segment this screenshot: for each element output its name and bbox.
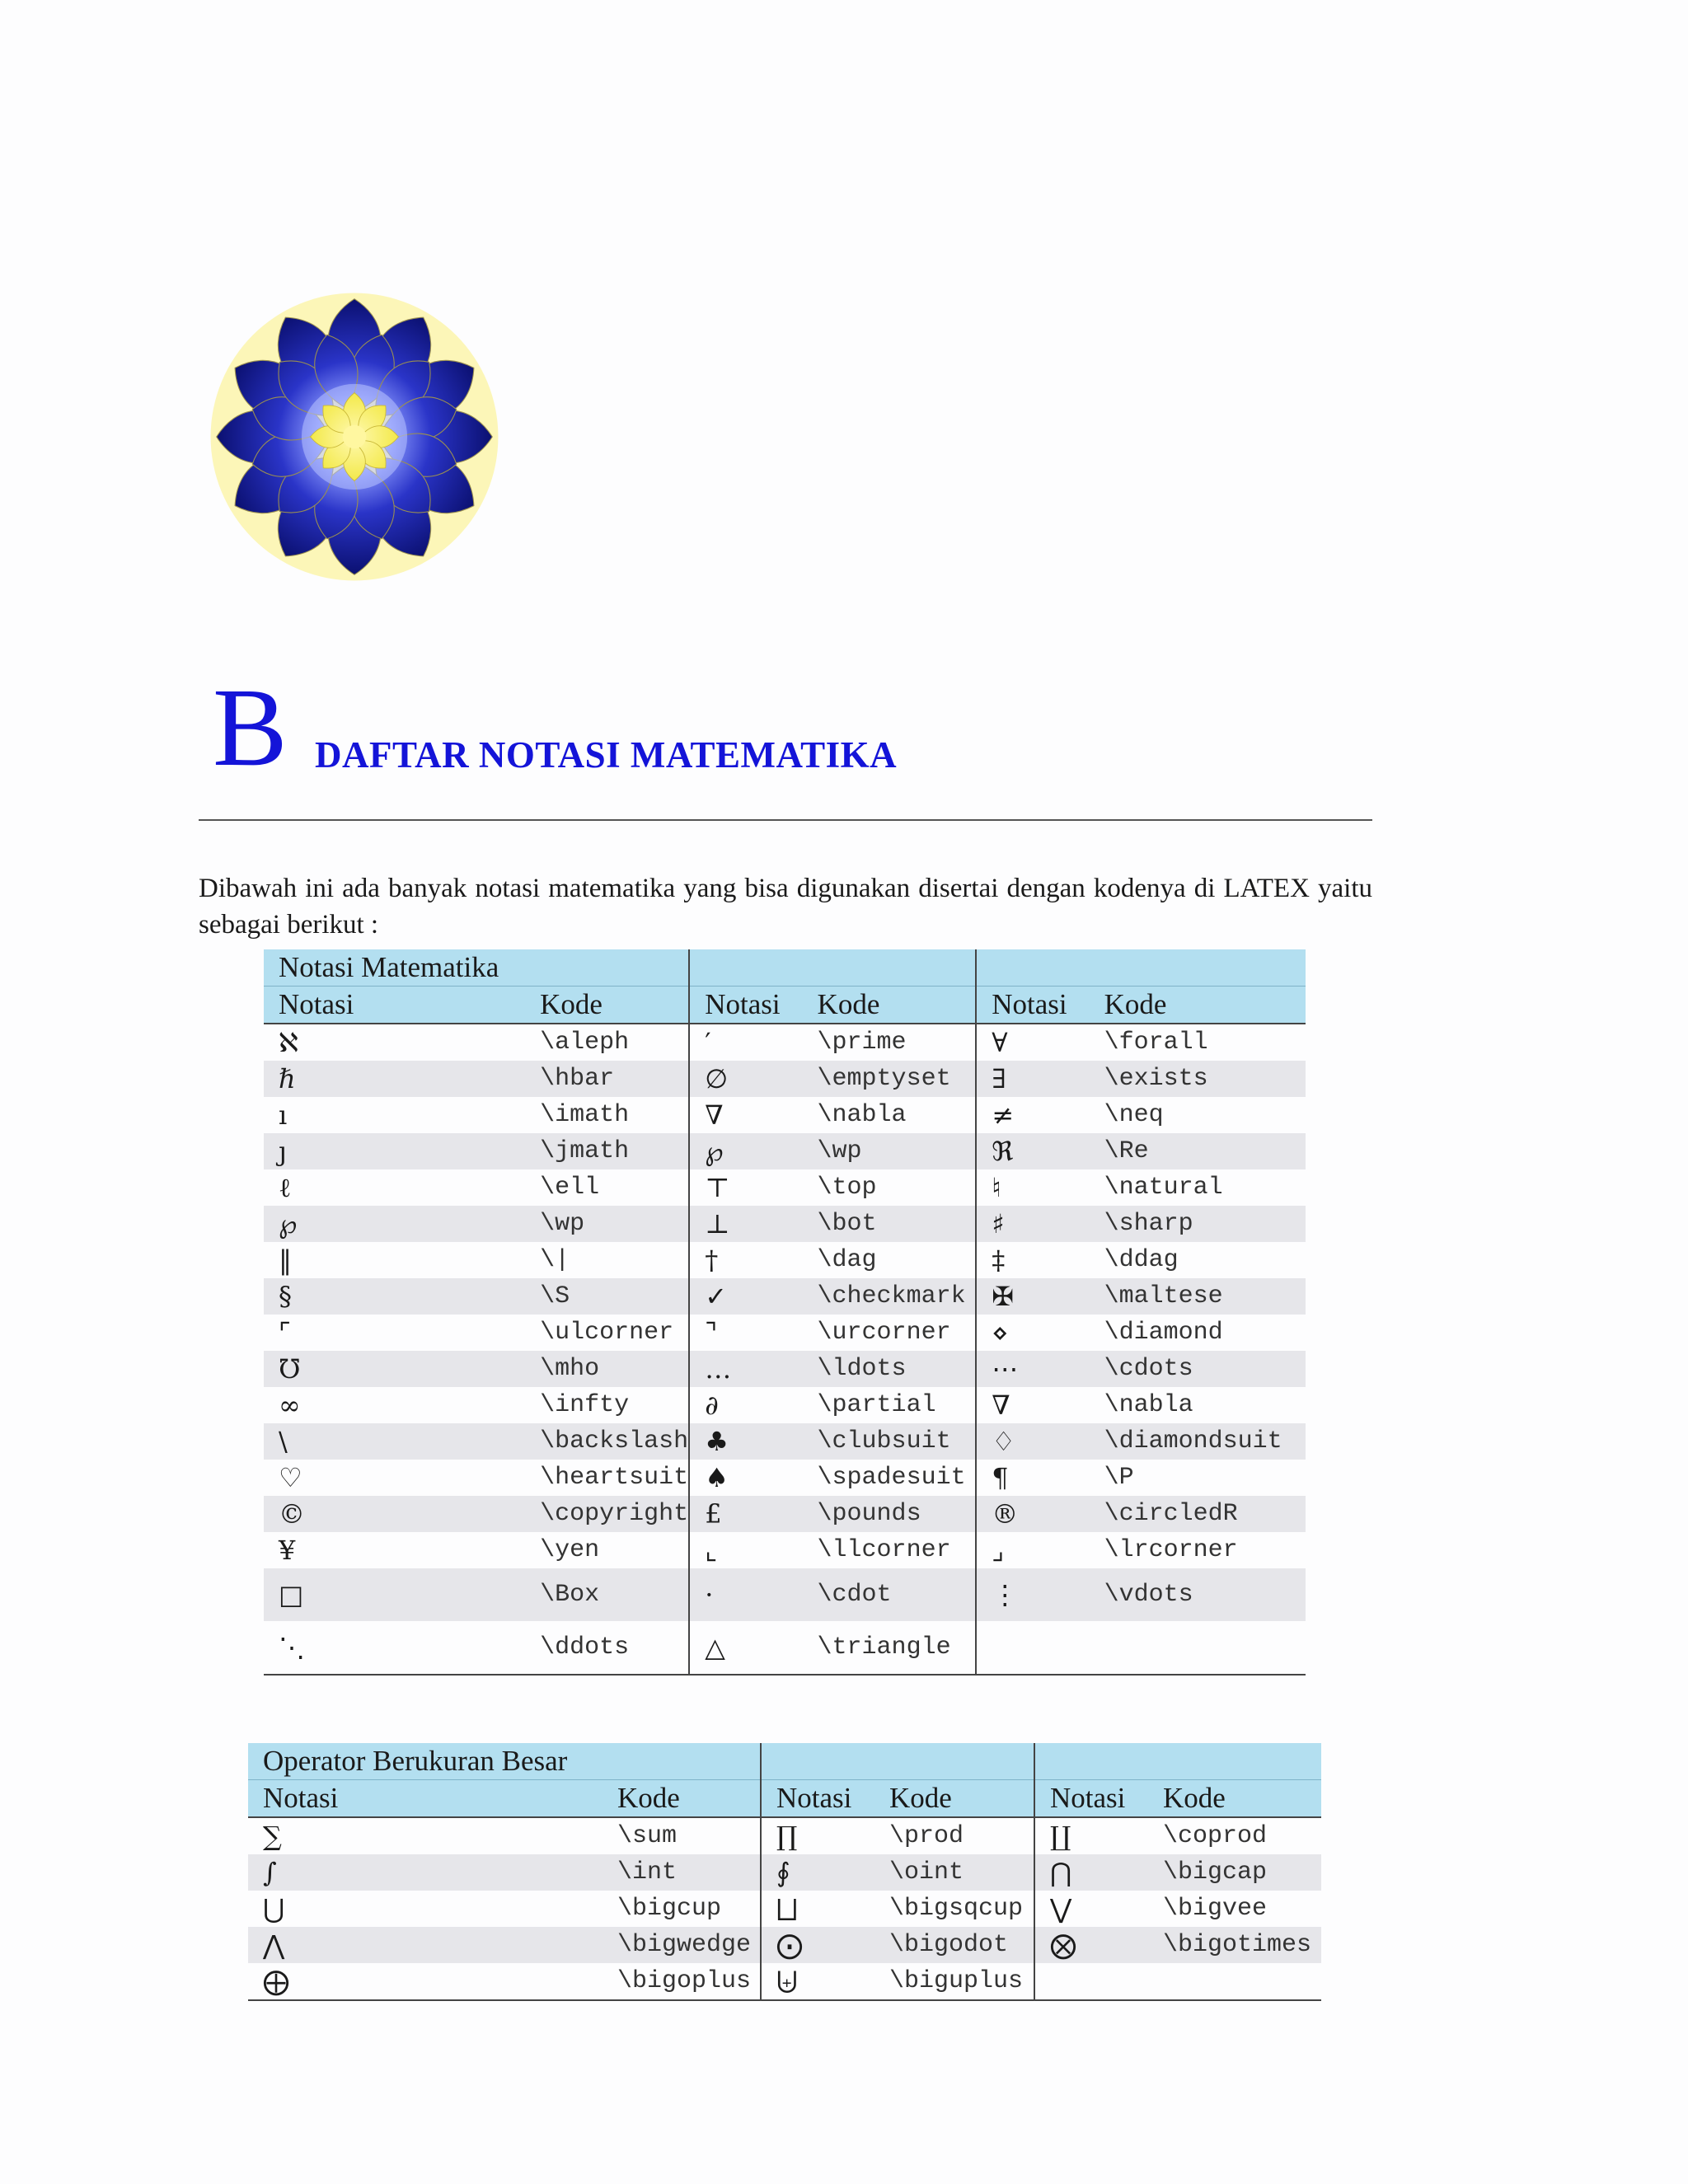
table-row (264, 1423, 1306, 1460)
notation-symbol: △ (689, 1621, 802, 1675)
table-row (264, 1133, 1306, 1169)
latex-code: \aleph (525, 1024, 689, 1061)
latex-code: \Box (525, 1568, 689, 1621)
column-header: Notasi (761, 1780, 874, 1818)
table-row (248, 1963, 1321, 2000)
latex-code: \ldots (803, 1351, 977, 1387)
table-caption-row (248, 1743, 1321, 1780)
latex-code: \prod (874, 1817, 1034, 1854)
chapter-title: DAFTAR NOTASI MATEMATIKA (315, 734, 898, 776)
title-divider (199, 819, 1372, 821)
notation-symbol: ✓ (689, 1278, 802, 1315)
latex-code: \cdots (1090, 1351, 1306, 1387)
notation-symbol: ⌟ (976, 1532, 1089, 1568)
notation-symbol: ℏ (264, 1061, 525, 1097)
latex-code: \sharp (1090, 1206, 1306, 1242)
notation-symbol: ∑ (248, 1817, 603, 1854)
notation-symbol: ℧ (264, 1351, 525, 1387)
latex-code: \lrcorner (1090, 1532, 1306, 1568)
notation-symbol: ♯ (976, 1206, 1089, 1242)
latex-code: \ddag (1090, 1242, 1306, 1278)
table-row (264, 1460, 1306, 1496)
latex-code: \S (525, 1278, 689, 1315)
table-row (248, 1891, 1321, 1927)
notation-symbol: ⨁ (248, 1963, 603, 2000)
math-notation-table (264, 949, 1306, 1675)
table-row (264, 1061, 1306, 1097)
table-caption-empty (1034, 1743, 1321, 1780)
latex-code: \biguplus (874, 1963, 1034, 2000)
notation-symbol: ∂ (689, 1387, 802, 1423)
table-caption: Operator Berukuran Besar (248, 1743, 761, 1780)
column-header: Kode (1090, 987, 1306, 1024)
column-header: Notasi (689, 987, 802, 1024)
table-caption-empty (689, 949, 976, 987)
latex-code: \Re (1090, 1133, 1306, 1169)
latex-code: \yen (525, 1532, 689, 1568)
latex-code: \top (803, 1169, 977, 1206)
notation-symbol: ⋀ (248, 1927, 603, 1963)
column-header: Notasi (264, 987, 525, 1024)
table-row (264, 1351, 1306, 1387)
latex-code: \bot (803, 1206, 977, 1242)
notation-symbol: ⌞ (689, 1532, 802, 1568)
table-row (264, 1568, 1306, 1621)
table-header-row (264, 987, 1306, 1024)
column-header: Kode (603, 1780, 761, 1818)
notation-symbol (1034, 1963, 1148, 2000)
latex-code: \circledR (1090, 1496, 1306, 1532)
notation-symbol: ® (976, 1496, 1089, 1532)
latex-code: \llcorner (803, 1532, 977, 1568)
latex-code: \pounds (803, 1496, 977, 1532)
notation-symbol: ȷ (264, 1133, 525, 1169)
column-header: Notasi (248, 1780, 603, 1818)
latex-code: \natural (1090, 1169, 1306, 1206)
latex-code: \wp (525, 1206, 689, 1242)
table-row (264, 1496, 1306, 1532)
notation-symbol: ⌝ (689, 1315, 802, 1351)
latex-code: \ell (525, 1169, 689, 1206)
latex-code: \partial (803, 1387, 977, 1423)
latex-code: \spadesuit (803, 1460, 977, 1496)
notation-symbol: ∞ (264, 1387, 525, 1423)
latex-code: \infty (525, 1387, 689, 1423)
column-header: Notasi (976, 987, 1089, 1024)
latex-code: \oint (874, 1854, 1034, 1891)
latex-code: \clubsuit (803, 1423, 977, 1460)
notation-symbol: ⨄ (761, 1963, 874, 2000)
column-header: Notasi (1034, 1780, 1148, 1818)
notation-symbol (976, 1621, 1089, 1675)
table-caption-empty (761, 1743, 1034, 1780)
notation-symbol: ∮ (761, 1854, 874, 1891)
latex-code: \emptyset (803, 1061, 977, 1097)
chapter-letter: B (213, 666, 288, 790)
latex-code: \int (603, 1854, 761, 1891)
latex-code: \bigodot (874, 1927, 1034, 1963)
latex-code: \diamondsuit (1090, 1423, 1306, 1460)
notation-symbol: ℵ (264, 1024, 525, 1061)
column-header: Kode (874, 1780, 1034, 1818)
notation-symbol: † (689, 1242, 802, 1278)
notation-symbol: ✠ (976, 1278, 1089, 1315)
notation-symbol: ⨀ (761, 1927, 874, 1963)
notation-symbol: □ (264, 1568, 525, 1621)
table-row (248, 1854, 1321, 1891)
latex-code: \maltese (1090, 1278, 1306, 1315)
notation-symbol: ⨆ (761, 1891, 874, 1927)
table-header-row (248, 1780, 1321, 1818)
notation-symbol: ℘ (689, 1133, 802, 1169)
notation-symbol: ♢ (976, 1423, 1089, 1460)
table-row (264, 1097, 1306, 1133)
notation-symbol: ∀ (976, 1024, 1089, 1061)
table-row (264, 1242, 1306, 1278)
latex-code: \| (525, 1242, 689, 1278)
latex-code: \urcorner (803, 1315, 977, 1351)
latex-code: \coprod (1148, 1817, 1321, 1854)
notation-symbol: ℘ (264, 1206, 525, 1242)
latex-code: \bigoplus (603, 1963, 761, 2000)
notation-symbol: © (264, 1496, 525, 1532)
notation-symbol: ⊥ (689, 1206, 802, 1242)
notation-symbol: ♡ (264, 1460, 525, 1496)
latex-code: \imath (525, 1097, 689, 1133)
notation-symbol: ¶ (976, 1460, 1089, 1496)
notation-symbol: § (264, 1278, 525, 1315)
notation-symbol: ∅ (689, 1061, 802, 1097)
notation-symbol: ♮ (976, 1169, 1089, 1206)
latex-code: \heartsuit (525, 1460, 689, 1496)
latex-code: \ulcorner (525, 1315, 689, 1351)
table-row (248, 1927, 1321, 1963)
table-row (264, 1206, 1306, 1242)
latex-code: \checkmark (803, 1278, 977, 1315)
intro-paragraph: Dibawah ini ada banyak notasi matematika yang bisa digunakan disertai dengan kodenya di LATEX yaitu sebagai berikut : (199, 874, 1372, 940)
notation-symbol: ∃ (976, 1061, 1089, 1097)
notation-symbol: ⋁ (1034, 1891, 1148, 1927)
latex-code: \diamond (1090, 1315, 1306, 1351)
table-caption-empty (976, 949, 1306, 987)
notation-symbol: ¥ (264, 1532, 525, 1568)
lotus-emblem (208, 290, 501, 583)
latex-code: \forall (1090, 1024, 1306, 1061)
notation-symbol: \ (264, 1423, 525, 1460)
latex-code: \P (1090, 1460, 1306, 1496)
latex-code: \nabla (803, 1097, 977, 1133)
notation-symbol: ⋮ (976, 1568, 1089, 1621)
notation-symbol: · (689, 1568, 802, 1621)
latex-code: \neq (1090, 1097, 1306, 1133)
notation-symbol: ⋃ (248, 1891, 603, 1927)
latex-code: \bigsqcup (874, 1891, 1034, 1927)
notation-symbol: ⋯ (976, 1351, 1089, 1387)
notation-symbol: ℜ (976, 1133, 1089, 1169)
latex-code: \mho (525, 1351, 689, 1387)
notation-symbol: ∫ (248, 1854, 603, 1891)
latex-code: \bigcup (603, 1891, 761, 1927)
big-operator-table (248, 1743, 1321, 2001)
latex-code: \copyright (525, 1496, 689, 1532)
notation-symbol: ℓ (264, 1169, 525, 1206)
table-row (264, 1169, 1306, 1206)
notation-symbol: ′ (689, 1024, 802, 1061)
column-header: Kode (803, 987, 977, 1024)
notation-symbol: ∇ (976, 1387, 1089, 1423)
latex-code: \bigvee (1148, 1891, 1321, 1927)
notation-symbol: ⋱ (264, 1621, 525, 1675)
table-row (264, 1387, 1306, 1423)
latex-code: \cdot (803, 1568, 977, 1621)
latex-code: \bigwedge (603, 1927, 761, 1963)
notation-symbol: ∏ (761, 1817, 874, 1854)
notation-symbol: ⨂ (1034, 1927, 1148, 1963)
latex-code: \dag (803, 1242, 977, 1278)
latex-code: \backslash (525, 1423, 689, 1460)
latex-code: \prime (803, 1024, 977, 1061)
table-row (264, 1024, 1306, 1061)
latex-code (1090, 1621, 1306, 1675)
notation-symbol: ♣ (689, 1423, 802, 1460)
notation-symbol: ‡ (976, 1242, 1089, 1278)
latex-code: \jmath (525, 1133, 689, 1169)
notation-symbol: ∇ (689, 1097, 802, 1133)
notation-symbol: ⋄ (976, 1315, 1089, 1351)
latex-code: \sum (603, 1817, 761, 1854)
table-caption: Notasi Matematika (264, 949, 689, 987)
latex-code: \hbar (525, 1061, 689, 1097)
latex-code: \bigcap (1148, 1854, 1321, 1891)
latex-code: \exists (1090, 1061, 1306, 1097)
table-row (264, 1315, 1306, 1351)
table-row (264, 1621, 1306, 1675)
latex-code: \triangle (803, 1621, 977, 1675)
notation-symbol: ∐ (1034, 1817, 1148, 1854)
table-row (264, 1532, 1306, 1568)
latex-code: \vdots (1090, 1568, 1306, 1621)
latex-code: \wp (803, 1133, 977, 1169)
notation-symbol: ⊤ (689, 1169, 802, 1206)
notation-symbol: … (689, 1351, 802, 1387)
latex-code (1148, 1963, 1321, 2000)
column-header: Kode (525, 987, 689, 1024)
notation-symbol: ⌜ (264, 1315, 525, 1351)
latex-code: \nabla (1090, 1387, 1306, 1423)
column-header: Kode (1148, 1780, 1321, 1818)
latex-code: \bigotimes (1148, 1927, 1321, 1963)
table-row (264, 1278, 1306, 1315)
notation-symbol: ♠ (689, 1460, 802, 1496)
notation-symbol: ≠ (976, 1097, 1089, 1133)
table-row (248, 1817, 1321, 1854)
notation-symbol: ‖ (264, 1242, 525, 1278)
notation-symbol: £ (689, 1496, 802, 1532)
table-caption-row (264, 949, 1306, 987)
notation-symbol: ⋂ (1034, 1854, 1148, 1891)
latex-code: \ddots (525, 1621, 689, 1675)
notation-symbol: ı (264, 1097, 525, 1133)
